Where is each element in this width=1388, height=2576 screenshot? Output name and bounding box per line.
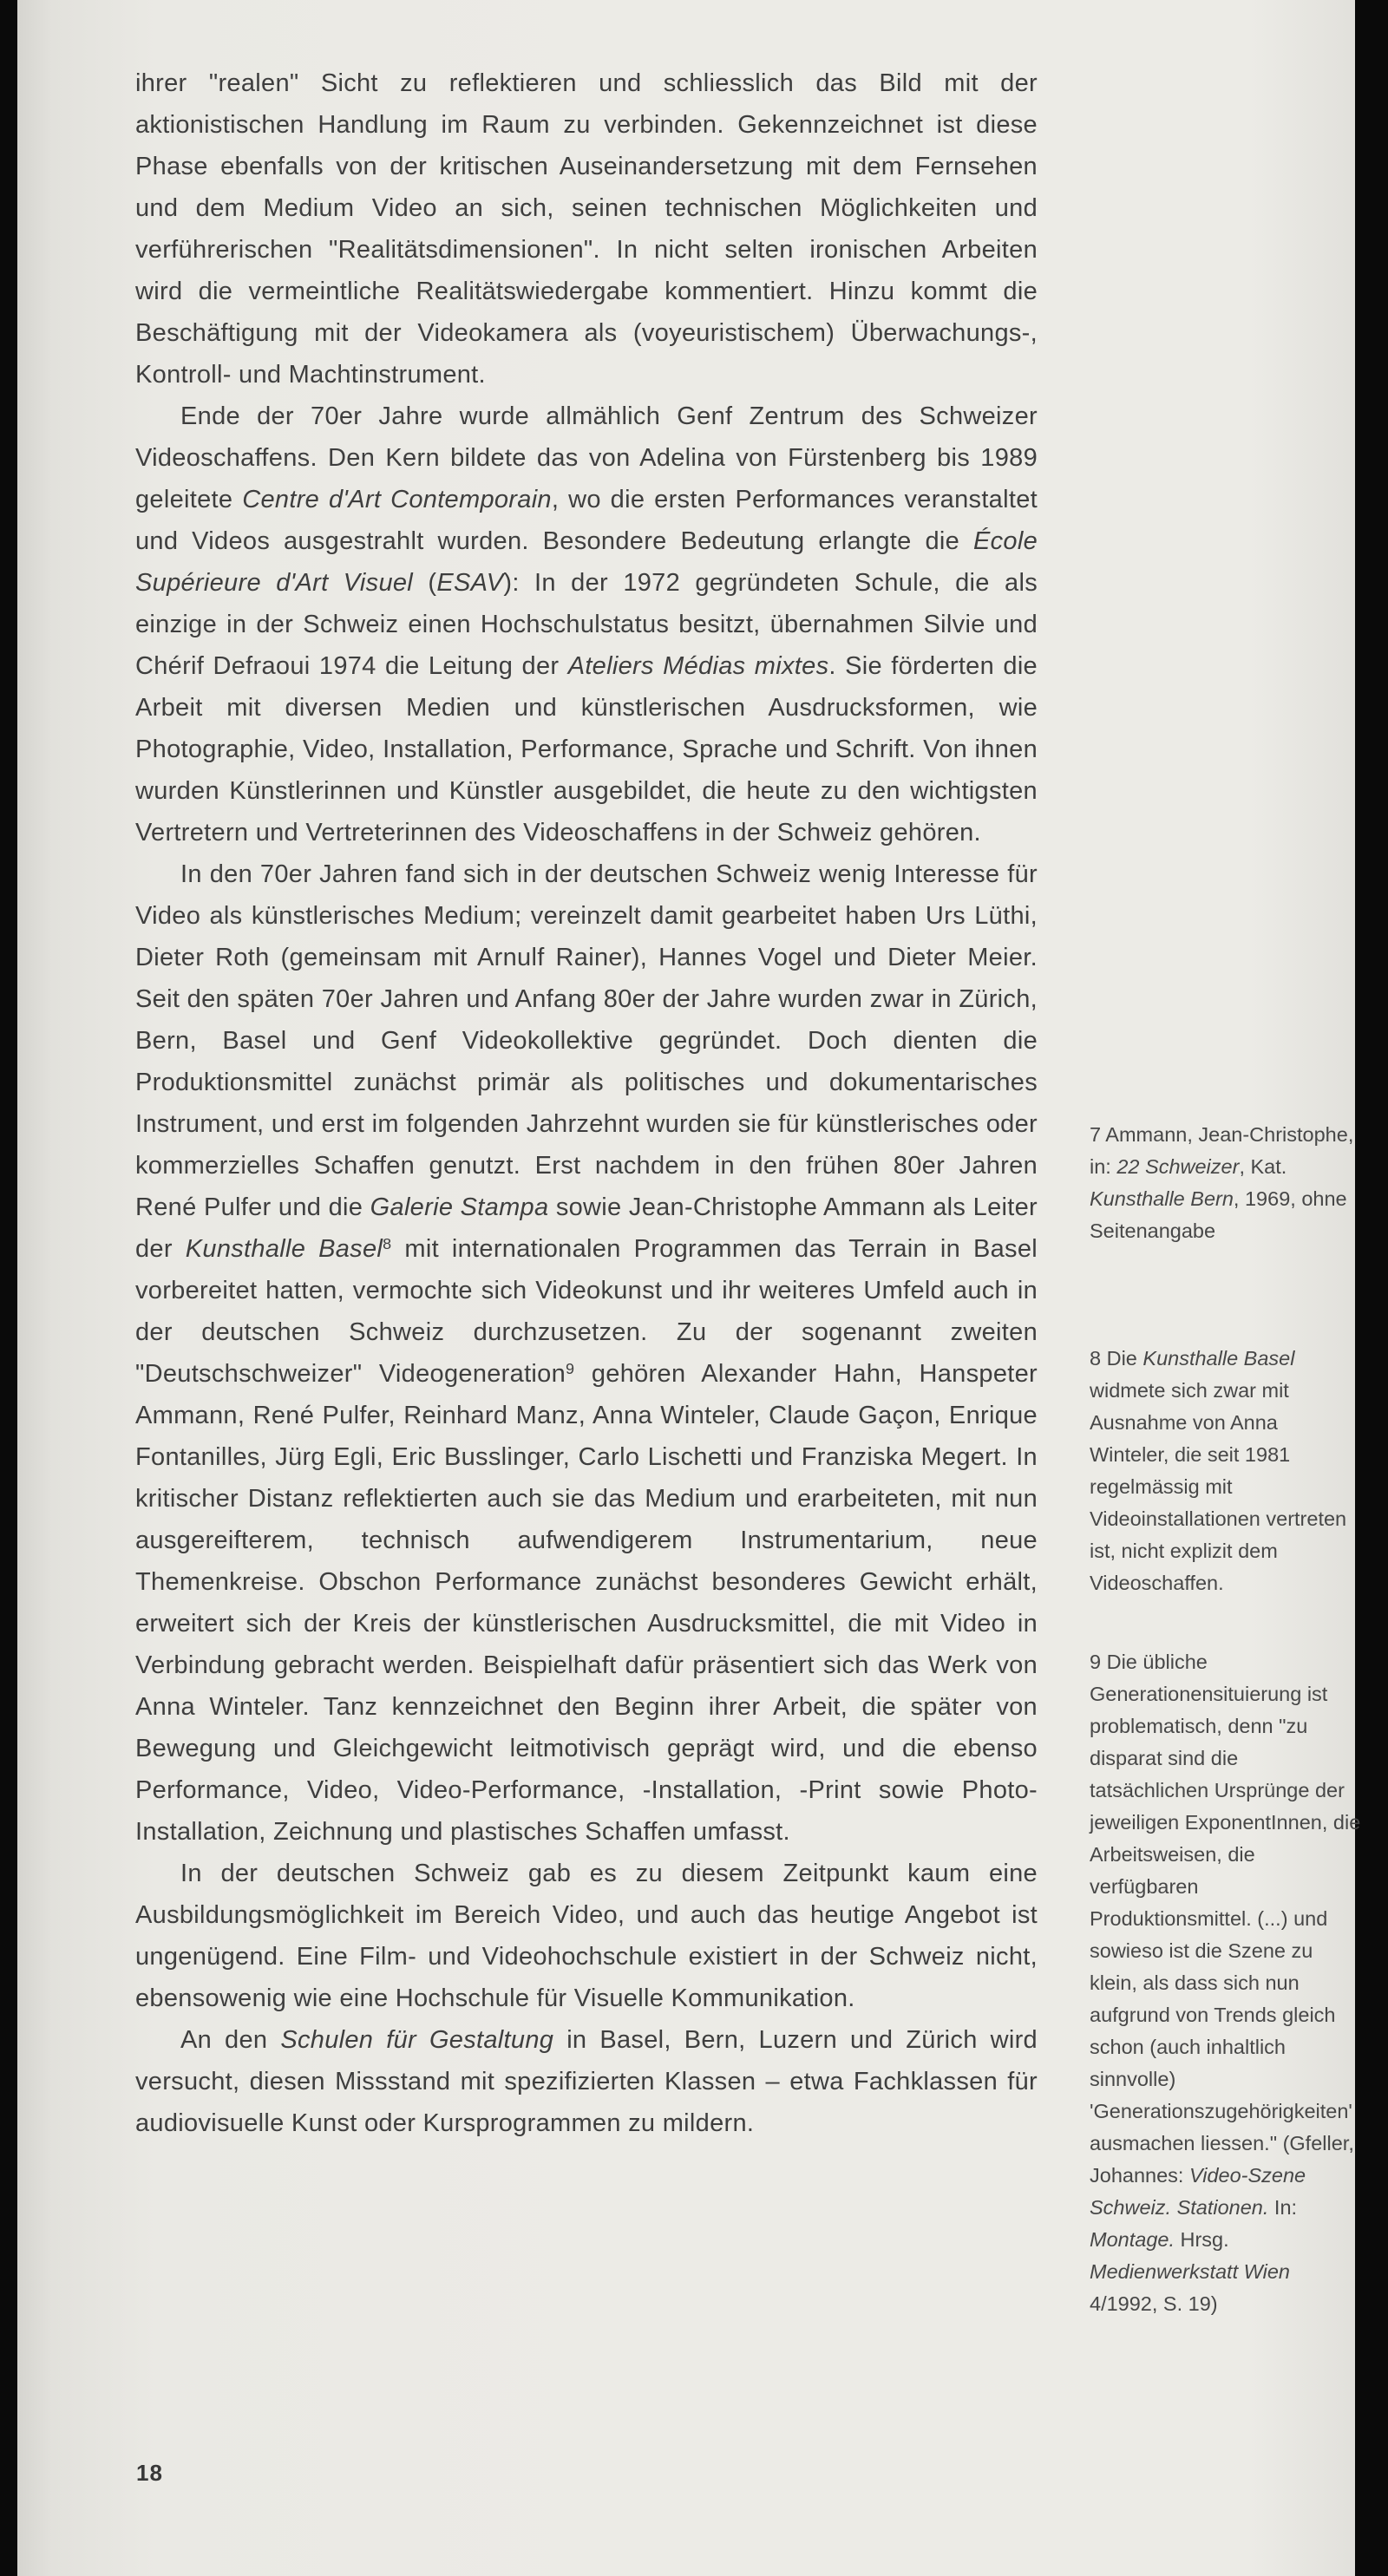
text-segment: widmete sich zwar mit Ausnahme von Anna Winteler, die seit 1981 regelmässig mit Videoinstallationen vertreten ist, nicht explizit dem Videoschaffen. [1090, 1379, 1347, 1594]
margin-note-9 [1090, 1646, 1362, 2320]
text-segment: Ende der 70er Jahre wurde allmählich Genf Zentrum des Schweizer Videoschaffens. Den Kern bildete das von Adelina von Fürstenberg bis 1989 geleitete [135, 402, 1038, 513]
margin-notes-column [1090, 0, 1362, 2576]
footnote-ref-9: 9 [566, 1360, 575, 1378]
paragraph-1 [135, 62, 1038, 396]
italic-text-segment: Montage. [1090, 2228, 1175, 2251]
main-text-column [135, 62, 1038, 2144]
text-segment: ihrer "realen" Sicht zu reflektieren und schliesslich das Bild mit der aktionistischen Handlung im Raum zu verbinden. Gekennzeichnet ist diese Phase ebenfalls von der kritischen Auseinandersetzung mit dem Fernsehen und dem Medium Video an sich, seinen technischen Möglichkeiten und verführerischen "Realitätsdimensionen". In nicht selten ironischen Arbeiten wird die vermeintliche Realitätswiedergabe kommentiert. Hinzu kommt die Beschäftigung mit der Videokamera als (voyeuristischem) Überwachungs-, Kontroll- und Machtinstrument. [135, 69, 1038, 389]
text-segment: ): In der 1972 gegründeten Schule, die als einzige in der Schweiz einen Hochschulstatus besitzt, übernahmen Silvie und Chérif Defraoui 1974 die Leitung der [135, 569, 1038, 680]
text-segment: mit internationalen Programmen das Terrain in Basel vorbereitet hatten, vermochte sich Videokunst und ihr weiteres Umfeld auch in der deutschen Schweiz durchzusetzen. Zu der sogenannt zweiten "Deutschschweizer" Videogeneration [135, 1235, 1038, 1388]
text-segment: An den [180, 2026, 281, 2054]
text-segment: In der deutschen Schweiz gab es zu diesem Zeitpunkt kaum eine Ausbildungsmöglichkeit im Bereich Video, und auch das heutige Angebot ist ungenügend. Eine Film- und Videohochschule existiert in der Schweiz nicht, ebensowenig wie eine Hochschule für Visuelle Kommunikation. [135, 1860, 1038, 2012]
text-segment: , Kat. [1239, 1155, 1287, 1178]
text-segment: sowie Jean-Christophe Ammann als Leiter der [135, 1193, 1038, 1263]
paragraph-4 [135, 1853, 1038, 2019]
paragraph-2 [135, 396, 1038, 853]
scan-edge-left [0, 0, 17, 2576]
italic-text-segment: Kunsthalle Bern [1090, 1187, 1234, 1210]
text-segment: , 1969, ohne Seitenangabe [1090, 1187, 1347, 1242]
italic-text-segment: École Supérieure d'Art Visuel [135, 527, 1038, 597]
text-segment: in Basel, Bern, Luzern und Zürich wird versucht, diesen Missstand mit spezifizierten Klassen – etwa Fachklassen für audiovisuelle Kunst oder Kursprogrammen zu mildern. [135, 2026, 1038, 2137]
text-segment: . Sie förderten die Arbeit mit diversen Medien und künstlerischen Ausdrucksformen, wie Photographie, Video, Installation, Performance, Sprache und Schrift. Von ihnen wurden Künstlerinnen und Künstler ausgebildet, die heute zu den wichtigsten Vertretern und Vertreterinnen des Videoschaffens in der Schweiz gehören. [135, 652, 1038, 847]
italic-text-segment: Galerie Stampa [370, 1193, 549, 1221]
italic-text-segment: Schulen für Gestaltung [280, 2026, 554, 2054]
text-segment: Hrsg. [1174, 2228, 1229, 2251]
page-number: 18 [136, 2460, 163, 2486]
footnote-ref-8: 8 [383, 1235, 392, 1253]
italic-text-segment: Medienwerkstatt Wien [1090, 2260, 1290, 2283]
text-segment: 7 Ammann, Jean-Christophe, in: [1090, 1123, 1354, 1178]
text-segment: gehören Alexander Hahn, Hanspeter Ammann, René Pulfer, Reinhard Manz, Anna Winteler, Claude Gaçon, Enrique Fontanilles, Jürg Egli, Eric Busslinger, Carlo Lischetti und Franziska Megert. In kritischer Distanz reflektierten auch sie das Medium und erarbeiteten, mit nun ausgereifterem, technisch aufwendigerem Instrumentarium, neue Themenkreise. Obschon Performance zunächst besonderes Gewicht erhält, erweitert sich der Kreis der künstlerischen Ausdrucksmittel, die mit Video in Verbindung gebracht werden. Beispielhaft dafür präsentiert sich das Werk von Anna Winteler. Tanz kennzeichnet den Beginn ihrer Arbeit, die später von Bewegung und Gleichgewicht leitmotivisch geprägt wird, und die ebenso Performance, Video, Video-Performance, -Installation, -Print sowie Photo-Installation, Zeichnung und plastisches Schaffen umfasst. [135, 1360, 1038, 1846]
italic-text-segment: 22 Schweizer [1116, 1155, 1240, 1178]
italic-text-segment: Kunsthalle Basel [1142, 1347, 1295, 1370]
text-segment: 9 Die übliche Generationensituierung ist problematisch, denn "zu disparat sind die tatsächlichen Ursprünge der jeweiligen ExponentInnen, die Arbeitsweisen, die verfügbaren Produktionsmittel. (...) und sowieso ist die Szene zu klein, als dass sich nun aufgrund von Trends gleich schon (auch inhaltlich sinnvolle) 'Generationszugehörigkeiten' ausmachen liessen." (Gfeller, Johannes: [1090, 1651, 1361, 2187]
italic-text-segment: Ateliers Médias mixtes [567, 652, 829, 680]
text-segment: , wo die ersten Performances veranstaltet und Videos ausgestrahlt wurden. Besondere Bedeutung erlangte die [135, 486, 1038, 555]
margin-note-8 [1090, 1343, 1362, 1599]
italic-text-segment: Kunsthalle Basel [185, 1235, 383, 1263]
text-segment: 8 Die [1090, 1347, 1143, 1370]
text-segment: 4/1992, S. 19) [1090, 2292, 1218, 2315]
text-segment: In den 70er Jahren fand sich in der deutschen Schweiz wenig Interesse für Video als künstlerisches Medium; vereinzelt damit gearbeitet haben Urs Lüthi, Dieter Roth (gemeinsam mit Arnulf Rainer), Hannes Vogel und Dieter Meier. Seit den späten 70er Jahren und Anfang 80er der Jahre wurden zwar in Zürich, Bern, Basel und Genf Videokollektive gegründet. Doch dienten die Produktionsmittel zunächst primär als politisches und dokumentarisches Instrument, und erst im folgenden Jahrzehnt wurden sie für künstlerisches oder kommerzielles Schaffen genutzt. Erst nachdem in den frühen 80er Jahren René Pulfer und die [135, 860, 1038, 1221]
paragraph-5 [135, 2019, 1038, 2144]
italic-text-segment: Video-Szene Schweiz. Stationen. [1090, 2164, 1306, 2219]
margin-note-7 [1090, 1119, 1362, 1247]
italic-text-segment: Centre d'Art Contemporain [242, 486, 552, 513]
paragraph-3 [135, 853, 1038, 1853]
text-segment: In: [1268, 2196, 1298, 2219]
italic-text-segment: ESAV [436, 569, 504, 597]
text-segment: ( [413, 569, 437, 597]
